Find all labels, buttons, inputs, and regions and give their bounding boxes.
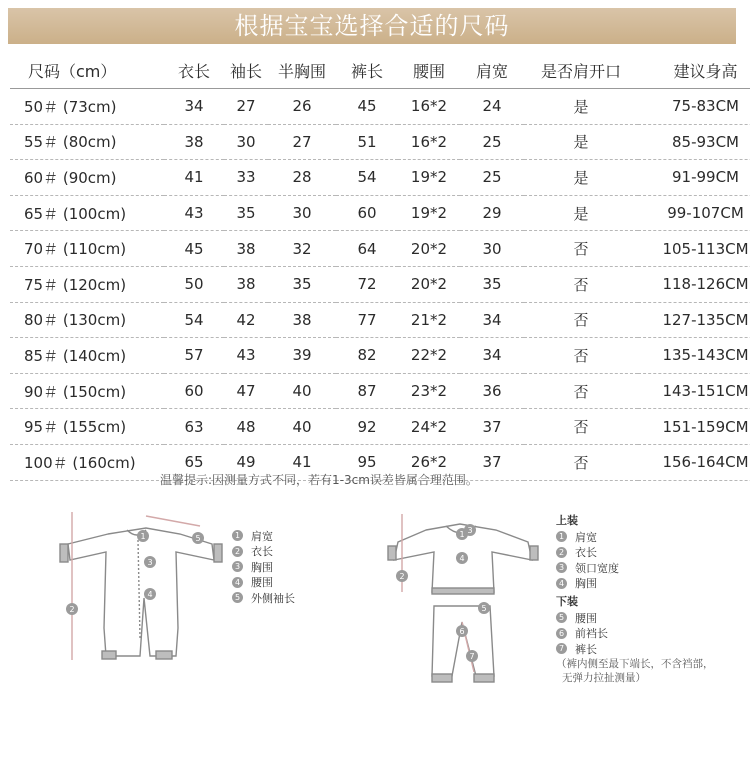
svg-text:2: 2	[399, 572, 405, 581]
table-cell: 38	[224, 266, 268, 302]
table-cell: 35	[224, 195, 268, 231]
table-cell: 是	[524, 195, 638, 231]
legend-label: 胸围	[251, 560, 273, 574]
table-cell: 60	[164, 373, 224, 409]
table-cell: 16*2	[398, 89, 460, 125]
legend-number: 7	[556, 643, 567, 654]
table-cell: 27	[224, 89, 268, 125]
table-row	[10, 338, 750, 374]
table-cell: 29	[460, 195, 524, 231]
svg-text:6: 6	[459, 627, 465, 636]
table-cell: 是	[524, 124, 638, 160]
svg-text:1: 1	[140, 532, 146, 541]
legend-number: 1	[232, 530, 243, 541]
legend-item	[556, 560, 714, 576]
svg-text:7: 7	[469, 652, 475, 661]
size-cell: 55＃ (80cm)	[10, 124, 164, 160]
svg-text:3: 3	[147, 558, 153, 567]
table-cell: 32	[268, 231, 336, 267]
legend-item	[556, 626, 714, 642]
table-row	[10, 266, 750, 302]
size-cell: 70＃ (110cm)	[10, 231, 164, 267]
table-cell: 135-143CM	[638, 338, 750, 374]
table-cell: 64	[336, 231, 398, 267]
svg-text:4: 4	[459, 554, 465, 563]
table-cell: 50	[164, 266, 224, 302]
table-cell: 41	[268, 444, 336, 480]
table-cell: 99-107CM	[638, 195, 750, 231]
table-cell: 48	[224, 409, 268, 445]
legend-number: 5	[232, 592, 243, 603]
table-cell: 28	[268, 160, 336, 196]
table-cell: 38	[164, 124, 224, 160]
table-row	[10, 195, 750, 231]
bottom-heading: 下装	[556, 595, 578, 608]
legend-label: 外侧袖长	[251, 591, 295, 605]
legend-item	[232, 544, 295, 560]
column-header: 衣长	[164, 52, 224, 89]
table-cell: 16*2	[398, 124, 460, 160]
legend-item	[232, 559, 295, 575]
table-cell: 60	[336, 195, 398, 231]
table-cell: 49	[224, 444, 268, 480]
table-cell: 40	[268, 409, 336, 445]
table-header-row	[10, 52, 750, 89]
table-cell: 45	[164, 231, 224, 267]
table-body	[10, 89, 750, 481]
table-cell: 151-159CM	[638, 409, 750, 445]
legend-item	[556, 529, 714, 545]
size-cell: 75＃ (120cm)	[10, 266, 164, 302]
pants-length-footnote-2: 无弹力拉扯测量）	[562, 671, 646, 684]
legend-label: 肩宽	[251, 529, 273, 543]
table-cell: 20*2	[398, 266, 460, 302]
romper-markers	[66, 530, 204, 615]
legend-number: 2	[556, 547, 567, 558]
table-cell: 37	[460, 444, 524, 480]
size-cell: 80＃ (130cm)	[10, 302, 164, 338]
table-cell: 21*2	[398, 302, 460, 338]
table-cell: 26	[268, 89, 336, 125]
table-cell: 43	[164, 195, 224, 231]
table-cell: 19*2	[398, 160, 460, 196]
table-cell: 25	[460, 124, 524, 160]
svg-text:5: 5	[195, 534, 201, 543]
table-cell: 34	[460, 338, 524, 374]
legend-item	[556, 545, 714, 561]
table-row	[10, 409, 750, 445]
table-row	[10, 124, 750, 160]
table-cell: 30	[268, 195, 336, 231]
table-cell: 127-135CM	[638, 302, 750, 338]
column-header: 裤长	[336, 52, 398, 89]
table-cell: 36	[460, 373, 524, 409]
size-cell: 65＃ (100cm)	[10, 195, 164, 231]
table-cell: 25	[460, 160, 524, 196]
table-cell: 47	[224, 373, 268, 409]
table-cell: 38	[268, 302, 336, 338]
legend-label: 衣长	[575, 546, 597, 560]
svg-text:3: 3	[467, 526, 473, 535]
legend-number: 4	[556, 578, 567, 589]
table-cell: 118-126CM	[638, 266, 750, 302]
table-cell: 156-164CM	[638, 444, 750, 480]
bottom-legend-list	[556, 610, 714, 657]
legend-label: 腰围	[251, 576, 273, 590]
table-cell: 82	[336, 338, 398, 374]
table-cell: 否	[524, 231, 638, 267]
table-cell: 37	[460, 409, 524, 445]
table-cell: 34	[460, 302, 524, 338]
table-cell: 30	[460, 231, 524, 267]
table-cell: 27	[268, 124, 336, 160]
legend-number: 4	[232, 577, 243, 588]
table-cell: 24	[460, 89, 524, 125]
column-header: 肩宽	[460, 52, 524, 89]
table-cell: 38	[224, 231, 268, 267]
top-heading: 上装	[556, 514, 578, 527]
table-cell: 23*2	[398, 373, 460, 409]
legend-number: 2	[232, 546, 243, 557]
legend-item	[556, 610, 714, 626]
table-cell: 87	[336, 373, 398, 409]
svg-text:2: 2	[69, 605, 75, 614]
column-header: 是否肩开口	[524, 52, 638, 89]
svg-text:5: 5	[481, 604, 487, 613]
table-cell: 26*2	[398, 444, 460, 480]
table-cell: 42	[224, 302, 268, 338]
table-row	[10, 160, 750, 196]
legend-number: 5	[556, 612, 567, 623]
table-cell: 63	[164, 409, 224, 445]
table-cell: 否	[524, 266, 638, 302]
legend-label: 衣长	[251, 545, 273, 559]
legend-item	[232, 590, 295, 606]
table-cell: 45	[336, 89, 398, 125]
table-cell: 是	[524, 89, 638, 125]
table-cell: 30	[224, 124, 268, 160]
table-cell: 22*2	[398, 338, 460, 374]
pants-length-footnote: （裤内侧至最下端长，不含裆部，	[556, 657, 714, 670]
table-cell: 是	[524, 160, 638, 196]
top-legend-list	[556, 529, 714, 591]
table-row	[10, 373, 750, 409]
legend-item	[232, 528, 295, 544]
measurement-note: 温馨提示:因测量方式不同，若有1-3cm误差皆属合理范围。	[160, 473, 478, 487]
table-cell: 85-93CM	[638, 124, 750, 160]
size-cell: 50＃ (73cm)	[10, 89, 164, 125]
size-cell: 95＃ (155cm)	[10, 409, 164, 445]
table-cell: 57	[164, 338, 224, 374]
svg-text:1: 1	[459, 530, 465, 539]
column-header: 尺码（cm）	[10, 52, 164, 89]
table-cell: 95	[336, 444, 398, 480]
legend-item	[556, 641, 714, 657]
table-cell: 20*2	[398, 231, 460, 267]
column-header: 袖长	[224, 52, 268, 89]
table-cell: 105-113CM	[638, 231, 750, 267]
size-cell: 60＃ (90cm)	[10, 160, 164, 196]
table-cell: 24*2	[398, 409, 460, 445]
size-cell: 90＃ (150cm)	[10, 373, 164, 409]
table-cell: 41	[164, 160, 224, 196]
table-cell: 75-83CM	[638, 89, 750, 125]
table-row	[10, 89, 750, 125]
table-row	[10, 302, 750, 338]
table-cell: 43	[224, 338, 268, 374]
table-cell: 19*2	[398, 195, 460, 231]
table-cell: 35	[460, 266, 524, 302]
table-cell: 33	[224, 160, 268, 196]
column-header: 建议身高	[638, 52, 750, 89]
column-header: 半胸围	[268, 52, 336, 89]
size-cell: 85＃ (140cm)	[10, 338, 164, 374]
table-cell: 35	[268, 266, 336, 302]
column-header: 腰围	[398, 52, 460, 89]
table-cell: 否	[524, 302, 638, 338]
legend-label: 腰围	[575, 611, 597, 625]
legend-item	[232, 575, 295, 591]
legend-label: 裤长	[575, 642, 597, 656]
legend-number: 6	[556, 628, 567, 639]
legend-label: 胸围	[575, 577, 597, 591]
top-pants-legend	[556, 512, 714, 685]
size-cell: 100＃ (160cm)	[10, 444, 164, 480]
table-cell: 否	[524, 444, 638, 480]
table-cell: 72	[336, 266, 398, 302]
table-cell: 39	[268, 338, 336, 374]
table-cell: 51	[336, 124, 398, 160]
table-cell: 34	[164, 89, 224, 125]
legend-label: 肩宽	[575, 530, 597, 544]
legend-item	[556, 576, 714, 592]
page-banner: 根据宝宝选择合适的尺码	[8, 8, 736, 44]
table-cell: 143-151CM	[638, 373, 750, 409]
size-table	[10, 52, 750, 481]
svg-text:4: 4	[147, 590, 153, 599]
table-cell: 92	[336, 409, 398, 445]
legend-number: 1	[556, 531, 567, 542]
table-cell: 65	[164, 444, 224, 480]
romper-legend	[232, 528, 295, 606]
legend-number: 3	[556, 562, 567, 573]
table-cell: 91-99CM	[638, 160, 750, 196]
table-row	[10, 231, 750, 267]
table-cell: 否	[524, 373, 638, 409]
table-cell: 54	[336, 160, 398, 196]
legend-label: 前裆长	[575, 627, 608, 641]
table-cell: 77	[336, 302, 398, 338]
table-cell: 40	[268, 373, 336, 409]
table-cell: 否	[524, 338, 638, 374]
legend-label: 领口宽度	[575, 561, 619, 575]
table-cell: 否	[524, 409, 638, 445]
legend-number: 3	[232, 561, 243, 572]
table-cell: 54	[164, 302, 224, 338]
